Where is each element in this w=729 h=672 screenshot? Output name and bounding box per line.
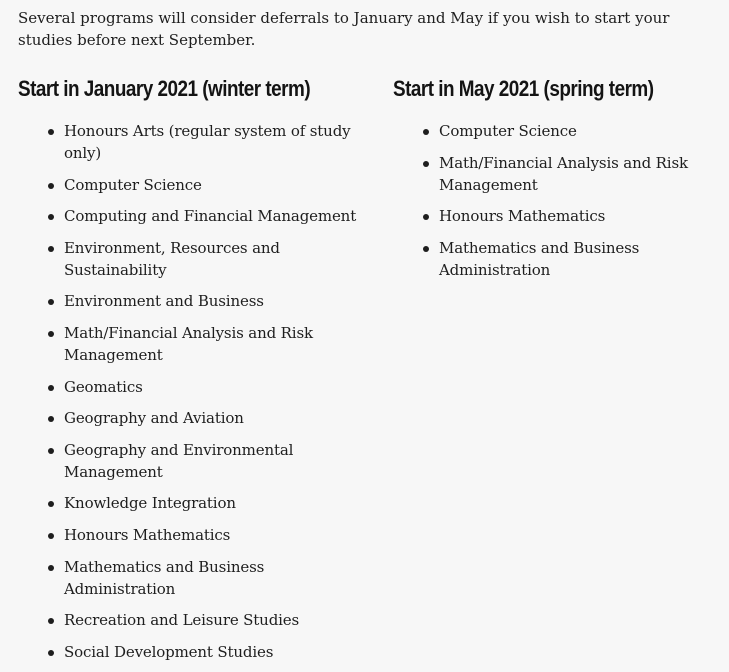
may-heading: Start in May 2021 (spring term): [393, 76, 654, 101]
january-section: [18, 74, 358, 672]
list-item: Geography and Environmental Management: [64, 439, 358, 483]
list-item: Knowledge Integration: [64, 492, 358, 514]
list-item: Math/Financial Analysis and Risk Management: [64, 322, 358, 366]
list-item: Honours Mathematics: [439, 205, 713, 227]
list-item: Honours Arts (regular system of study only): [64, 120, 358, 164]
january-program-list: [18, 120, 358, 663]
list-item: Computing and Financial Management: [64, 207, 357, 226]
list-item: Math/Financial Analysis and Risk Management: [439, 152, 713, 196]
may-program-list: [393, 120, 713, 281]
list-item: Computer Science: [439, 120, 713, 142]
january-heading: Start in January 2021 (winter term): [18, 76, 311, 101]
list-item: Geography and Aviation: [64, 407, 358, 429]
list-item: Recreation and Leisure Studies: [64, 609, 358, 631]
intro-paragraph: Several programs will consider deferrals to January and May if you wish to start your studies before next September.: [18, 9, 670, 49]
list-item: Social Development Studies: [64, 641, 358, 663]
list-item: Environment, Resources and Sustainability: [64, 237, 358, 281]
list-item: Geomatics: [64, 376, 358, 398]
list-item: Computer Science: [64, 174, 358, 196]
list-item: Honours Mathematics: [64, 524, 358, 546]
list-item: Environment and Business: [64, 290, 358, 312]
may-section: [393, 74, 713, 290]
list-item: Mathematics and Business Administration: [64, 556, 358, 600]
list-item: Mathematics and Business Administration: [439, 237, 713, 281]
